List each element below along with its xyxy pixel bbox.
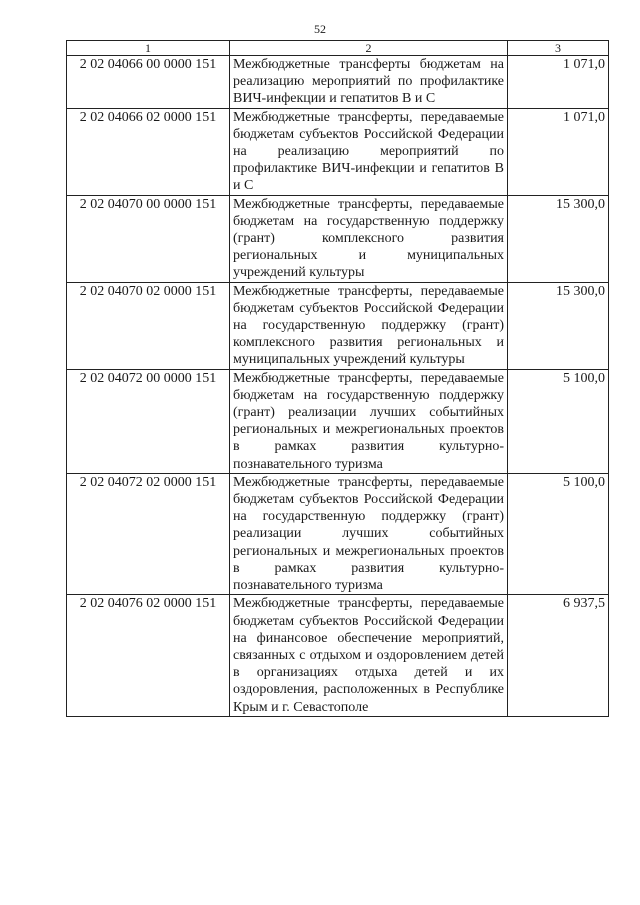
amount-value: 15 300,0 <box>508 195 609 282</box>
item-description: Межбюджетные трансферты, передаваемые бюджетам на государственную поддержку (грант) реализации лучших событийных региональных и межрегиональных проектов в рамках развития культурно-познавательного туризма <box>230 369 508 473</box>
table-header-row <box>67 41 609 56</box>
table-row <box>67 369 609 473</box>
item-description: Межбюджетные трансферты, передаваемые бюджетам субъектов Российской Федерации на реализацию мероприятий по профилактике ВИЧ-инфекции и гепатитов В и С <box>230 108 508 195</box>
classification-code: 2 02 04076 02 0000 151 <box>67 595 230 716</box>
classification-code: 2 02 04070 02 0000 151 <box>67 282 230 369</box>
item-description: Межбюджетные трансферты, передаваемые бюджетам субъектов Российской Федерации на государственную поддержку (грант) комплексного развития региональных и муниципальных учреждений культуры <box>230 282 508 369</box>
item-description: Межбюджетные трансферты бюджетам на реализацию мероприятий по профилактике ВИЧ-инфекции и гепатитов В и С <box>230 56 508 109</box>
table-row <box>67 282 609 369</box>
page-number: 52 <box>314 22 326 36</box>
classification-code: 2 02 04072 02 0000 151 <box>67 473 230 594</box>
table-row <box>67 56 609 109</box>
column-header: 1 <box>67 41 230 56</box>
classification-code: 2 02 04066 02 0000 151 <box>67 108 230 195</box>
table-row <box>67 108 609 195</box>
item-description: Межбюджетные трансферты, передаваемые бюджетам субъектов Российской Федерации на государственную поддержку (грант) реализации лучших событийных региональных и межрегиональных проектов в рамках развития культурно-познавательного туризма <box>230 473 508 594</box>
column-header: 3 <box>508 41 609 56</box>
amount-value: 15 300,0 <box>508 282 609 369</box>
amount-value: 1 071,0 <box>508 56 609 109</box>
budget-table <box>66 40 609 717</box>
amount-value: 1 071,0 <box>508 108 609 195</box>
classification-code: 2 02 04070 00 0000 151 <box>67 195 230 282</box>
table-row <box>67 595 609 716</box>
classification-code: 2 02 04066 00 0000 151 <box>67 56 230 109</box>
amount-value: 5 100,0 <box>508 473 609 594</box>
column-header: 2 <box>230 41 508 56</box>
item-description: Межбюджетные трансферты, передаваемые бюджетам на государственную поддержку (грант) комплексного развития региональных и муниципальных учреждений культуры <box>230 195 508 282</box>
item-description: Межбюджетные трансферты, передаваемые бюджетам субъектов Российской Федерации на финансовое обеспечение мероприятий, связанных с отдыхом и оздоровлением детей в организациях отдыха детей и их оздоровления, расположенных в Республике Крым и г. Севастополе <box>230 595 508 716</box>
amount-value: 5 100,0 <box>508 369 609 473</box>
table-row <box>67 195 609 282</box>
classification-code: 2 02 04072 00 0000 151 <box>67 369 230 473</box>
amount-value: 6 937,5 <box>508 595 609 716</box>
table-row <box>67 473 609 594</box>
